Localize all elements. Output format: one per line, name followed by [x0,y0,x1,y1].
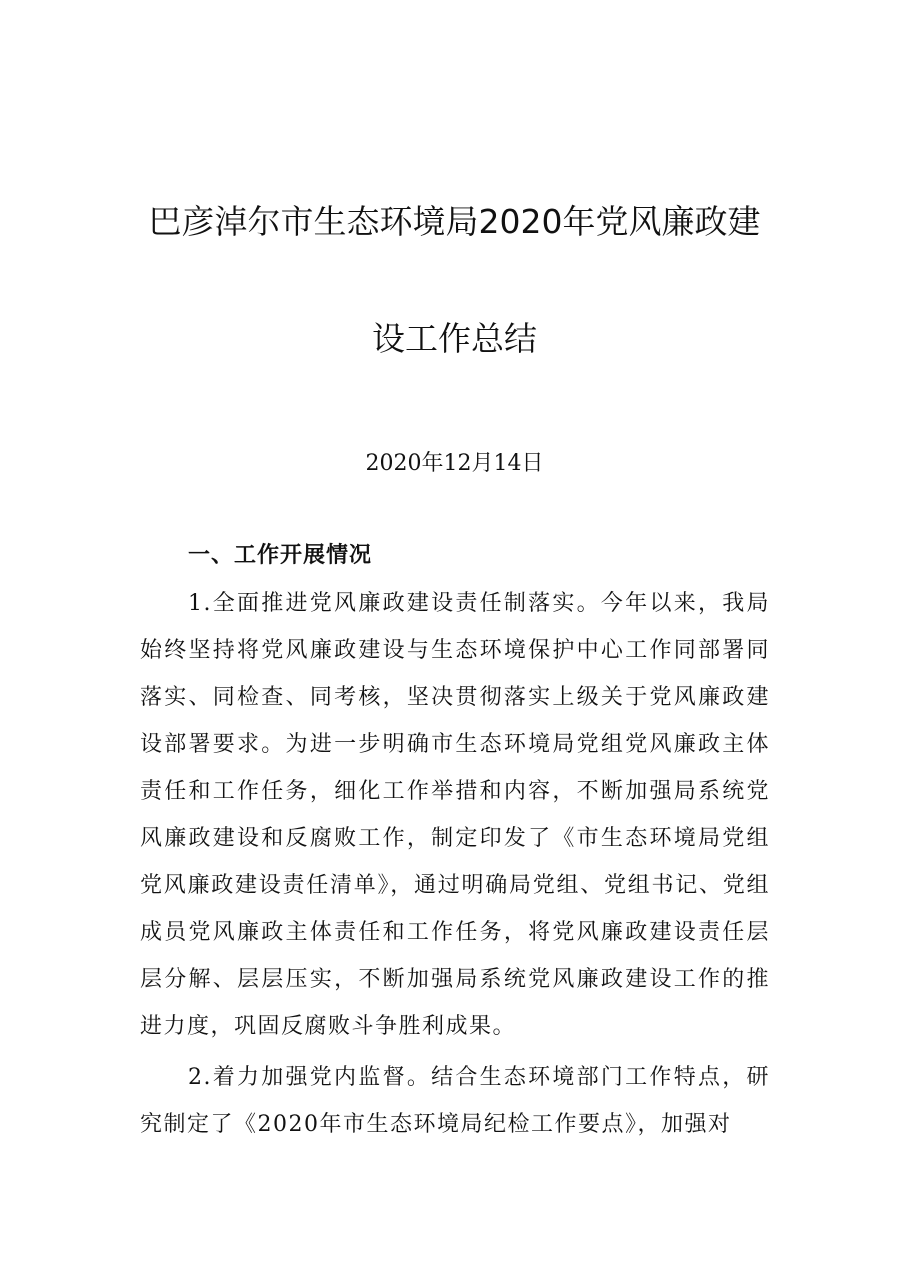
paragraph-1-lead: 1.全面推进党风廉政建设责任制落实。 [188,591,601,616]
paragraph-2-lead: 2.着力加强党内监督。 [188,1065,432,1090]
document-title-line-1: 巴彦淖尔市生态环境局2020年党风廉政建 [148,202,761,241]
paragraph-2-body: 结合生态环境部门工作特点，研究制定了《2020年市生态环境局纪检工作要点》，加强对 [140,1065,770,1137]
paragraph-1 [140,580,770,1050]
paragraph-1-body: 今年以来，我局始终坚持将党风廉政建设与生态环境保护中心工作同部署同落实、同检查、同考核，坚决贯彻落实上级关于党风廉政建设部署要求。为进一步明确市生态环境局党组党风廉政主体责任和工作任务，细化工作举措和内容，不断加强局系统党风廉政建设和反腐败工作，制定印发了《市生态环境局党组党风廉政建设责任清单》，通过明确局党组、党组书记、党组成员党风廉政主体责任和工作任务，将党风廉政建设责任层层分解、层层压实，不断加强局系统党风廉政建设工作的推进力度，巩固反腐败斗争胜利成果。 [140,591,770,1039]
paragraph-2 [140,1054,770,1148]
document-date: 2020年12月14日 [365,451,544,476]
document-title-line-2: 设工作总结 [372,319,537,358]
section-heading-work-progress: 一、工作开展情况 [188,543,373,568]
